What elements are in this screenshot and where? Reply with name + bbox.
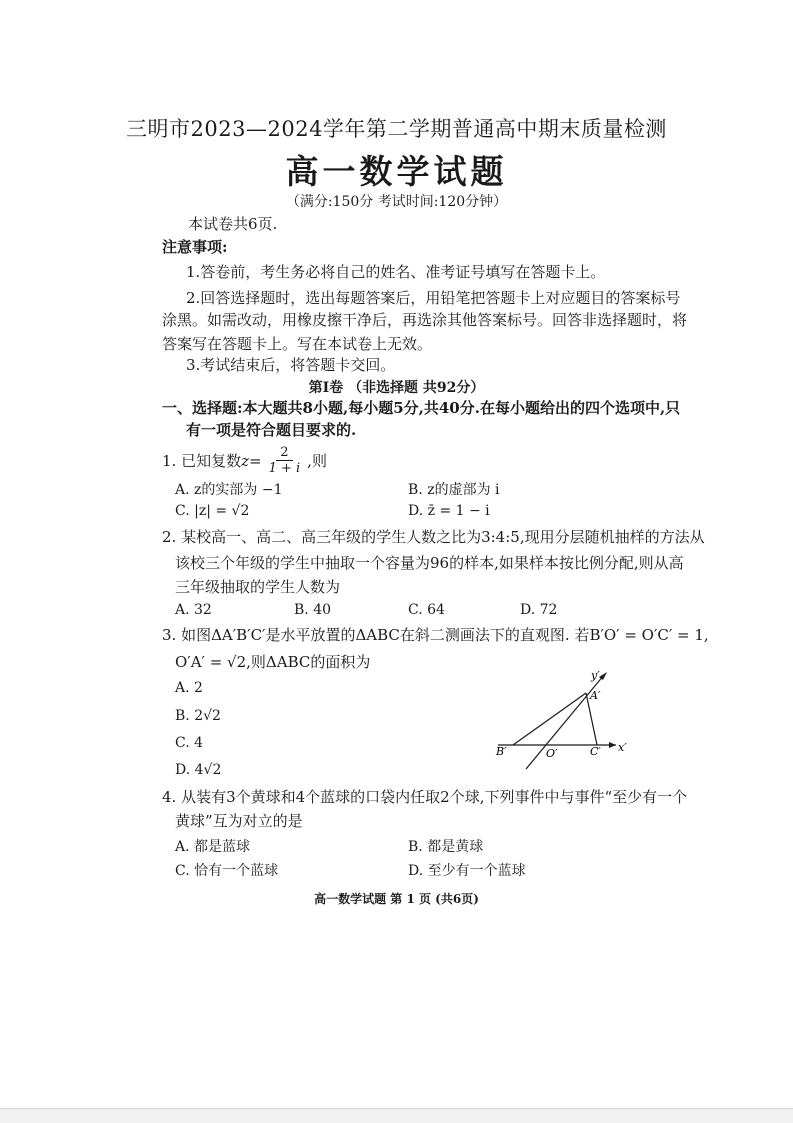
subject-title: 高一数学试题 [285, 152, 508, 191]
label-o: O′ [546, 747, 558, 760]
q3-option-b: B. 2√2 [175, 708, 221, 724]
q2-stem-line: 三年级抽取的学生人数为 [175, 578, 341, 596]
q3-option-a: A. 2 [175, 680, 203, 696]
q1-option-b: B. z的虚部为 i [408, 482, 500, 498]
q4-option-a: A. 都是蓝球 [175, 839, 251, 855]
scan-bottom-edge [0, 1108, 793, 1123]
q3-option-c: C. 4 [175, 735, 204, 751]
q4-stem-line: 4. 从装有3个黄球和4个蓝球的口袋内任取2个球,下列事件中与事件“至少有一个 [162, 788, 688, 806]
q2-option-d: D. 72 [520, 602, 558, 618]
q1-option-c: C. |z| = √2 [175, 503, 250, 519]
q2-stem-line: 2. 某校高一、高二、高三年级的学生人数之比为3:4:5,现用分层随机抽样的方法从 [162, 528, 705, 546]
q1-equals: = [249, 451, 262, 470]
page-footer: 高一数学试题 第 1 页 (共6页) [314, 892, 479, 906]
q4-stem-line: 黄球”互为对立的是 [175, 812, 303, 830]
q1-option-a: A. z的实部为 −1 [175, 482, 283, 498]
note-line: 3.考试结束后，将答题卡交回。 [186, 356, 396, 374]
side-b-a [513, 693, 586, 745]
section-instruction: 一、选择题:本大题共8小题,每小题5分,共40分.在每小题给出的四个选项中,只 [162, 399, 681, 417]
x-axis-arrow [609, 742, 616, 748]
note-line: 涂黑。如需改动，用橡皮擦干净后，再选涂其他答案标号。回答非选择题时，将 [162, 311, 688, 329]
q1-suffix: ,则 [307, 452, 327, 470]
q4-option-d: D. 至少有一个蓝球 [408, 863, 526, 879]
notice-heading: 注意事项: [162, 238, 228, 256]
label-b: B′ [496, 745, 507, 758]
label-c: C′ [590, 745, 601, 758]
q4-option-b: B. 都是黄球 [408, 839, 484, 855]
pages-note: 本试卷共6页. [188, 215, 278, 233]
q1-prefix: 1. 已知复数 [162, 452, 242, 470]
part-title: 第Ⅰ卷 （非选择题 共92分） [308, 380, 485, 396]
section-instruction-cont: 有一项是符合题目要求的. [186, 421, 357, 439]
q2-option-b: B. 40 [294, 602, 332, 618]
label-a: A′ [590, 689, 601, 702]
q1-denominator: 1 + i [268, 461, 301, 476]
q1-option-d: D. z̄ = 1 − i [408, 503, 490, 519]
oblique-drawing-figure [480, 665, 640, 773]
q1-numerator: 2 [276, 445, 292, 461]
q2-option-c: C. 64 [408, 602, 445, 618]
note-line: 2.回答选择题时，选出每题答案后，用铅笔把答题卡上对应题目的答案标号 [186, 289, 681, 307]
note-line: 1.答卷前，考生务必将自己的姓名、准考证号填写在答题卡上。 [186, 263, 606, 281]
q4-option-c: C. 恰有一个蓝球 [175, 863, 279, 879]
q3-stem-line: O′A′ = √2,则ΔABC的面积为 [175, 653, 371, 671]
q2-option-a: A. 32 [175, 602, 212, 618]
label-x-axis: x′ [618, 741, 627, 754]
exam-title: 三明市2023—2024学年第二学期普通高中期末质量检测 [126, 117, 667, 141]
q1-var-z: z [241, 451, 249, 470]
question-1-stem [162, 445, 327, 476]
note-line: 答案写在答题卡上。写在本试卷上无效。 [162, 335, 433, 353]
q2-stem-line: 该校三个年级的学生中抽取一个容量为96的样本,如果样本按比例分配,则从高 [175, 554, 684, 572]
score-time-line: （满分:150分 考试时间:120分钟） [285, 194, 508, 210]
q1-fraction [265, 445, 305, 476]
q3-stem-line: 3. 如图ΔA′B′C′是水平放置的ΔABC在斜二测画法下的直观图. 若B′O′ = O′C′ = 1, [162, 626, 709, 644]
label-y-axis: y′ [591, 669, 600, 682]
q3-option-d: D. 4√2 [175, 762, 222, 778]
